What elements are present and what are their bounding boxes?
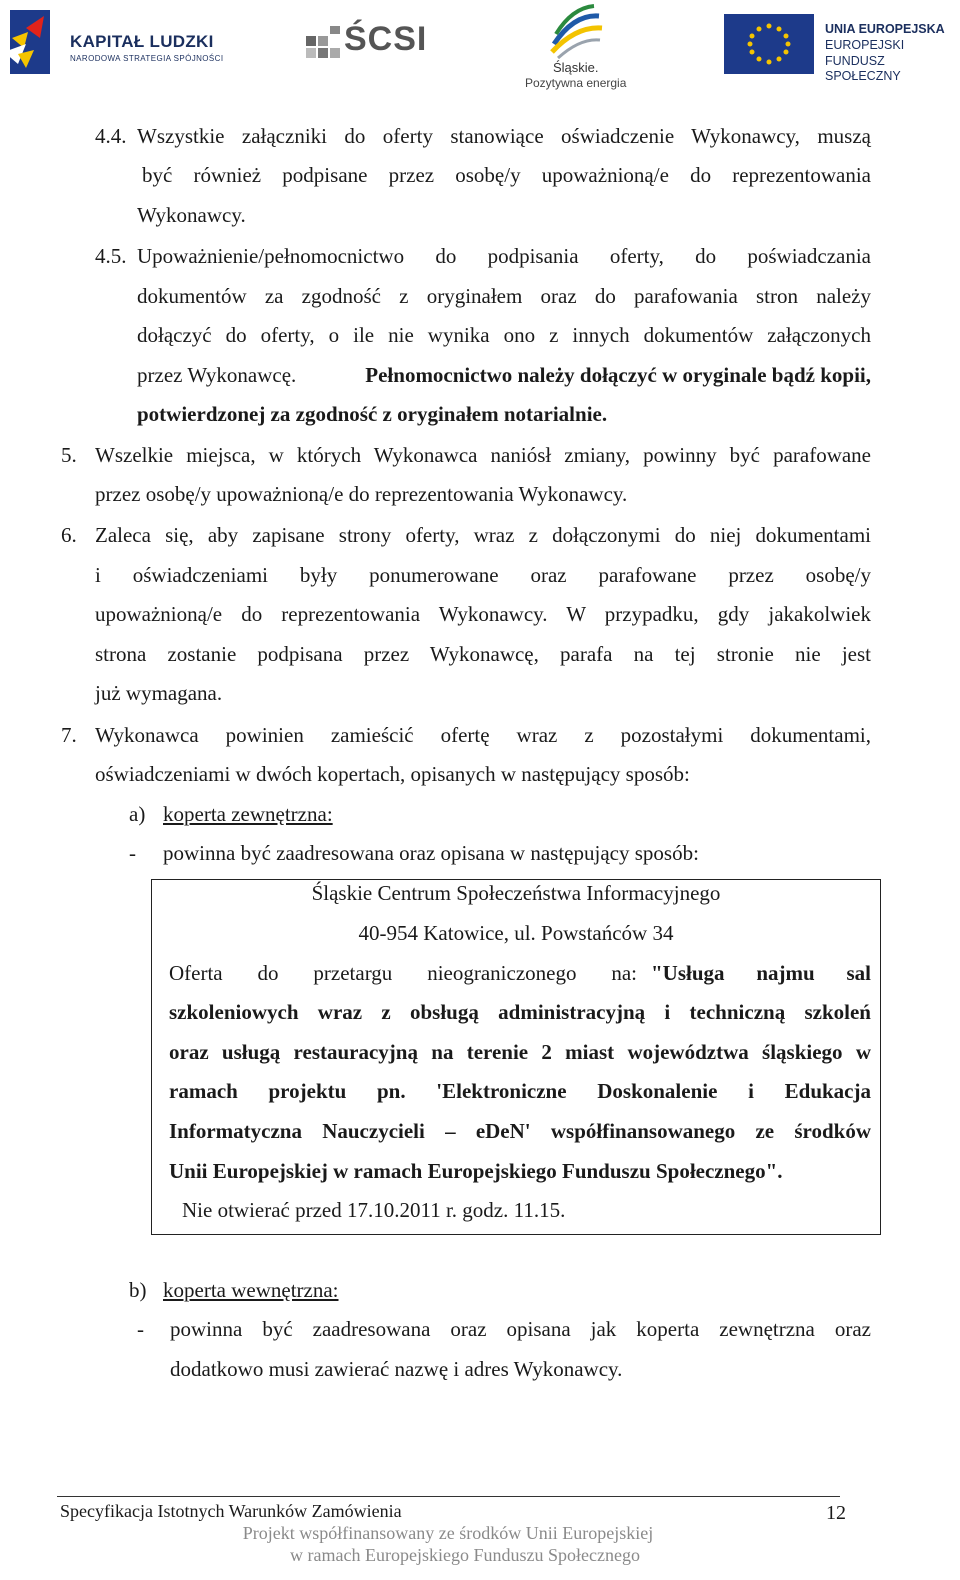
item-6-line-4: strona zostanie podpisana przez Wykonawcę, parafa na tej stronie nie jest [95,642,871,666]
subitem-a-label-text: koperta zewnętrzna: [163,802,333,826]
subitem-b-marker: b) [129,1278,147,1302]
slaskie-logo [520,4,635,90]
subitem-a-text: powinna być zaadresowana oraz opisana w następujący sposób: [163,841,699,865]
scsi-logo [306,22,441,66]
slaskie-tagline: Pozytywna energia [525,76,627,90]
item-7-line-1: Wykonawca powinien zamieścić ofertę wraz z pozostałymi dokumentami, [95,723,871,747]
scsi-grid-icon [306,26,342,60]
item-4-5-line-3: dołączyć do oferty, o ile nie wynika ono z innych dokumentów załączonych [137,323,871,347]
item-5-line-2: przez osobę/y upoważnioną/e do reprezentowania Wykonawcy. [95,482,628,506]
subitem-b-line-1: powinna być zaadresowana oraz opisana jak koperta zewnętrzna oraz [170,1317,871,1341]
item-6-line-2: i oświadczeniami były ponumerowane oraz parafowane przez osobę/y [95,563,871,587]
item-5-number: 5. [61,443,77,467]
item-4-4-line-2: być również podpisane przez osobę/y upoważnioną/e do reprezentowania [142,163,871,187]
subitem-a-marker: a) [129,802,146,826]
kapital-ludzki-emblem-icon [4,8,52,76]
slaskie-name: Śląskie. [553,60,599,75]
item-6-line-1: Zaleca się, aby zapisane strony oferty, wraz z dołączonymi do niej dokumentami [95,523,871,547]
box-line-7 [169,1117,871,1145]
item-4-5-line-4-normal: przez Wykonawcę. [137,363,297,387]
item-4-4-number: 4.4. [95,124,127,148]
item-4-4-line-1: Wszystkie załączniki do oferty stanowiące oświadczenie Wykonawcy, muszą [137,124,871,148]
address-line-1: Śląskie Centrum Społeczeństwa Informacyjnego [311,881,721,905]
footer-doc-title: Specyfikacja Istotnych Warunków Zamówienia [60,1501,402,1521]
item-4-5-line-1: Upoważnienie/pełnomocnictwo do podpisania oferty, do poświadczania [137,244,871,268]
item-6-line-3: upoważnioną/e do reprezentowania Wykonawcy. W przypadku, gdy jakakolwiek [95,602,871,626]
item-4-5-line-5-bold: potwierdzonej za zgodność z oryginałem notarialnie. [137,402,608,426]
box-line-8 [169,1157,783,1185]
item-4-5-line-2: dokumentów za zgodność z oryginałem oraz do parafowania stron należy [137,284,871,308]
subitem-b-line-2: dodatkowo musi zawierać nazwę i adres Wykonawcy. [170,1357,623,1381]
ue-line1: UNIA EUROPEJSKA [825,22,945,36]
box-line-5-text: oraz usługą restauracyjną na terenie 2 miast województwa śląskiego w [169,1040,871,1064]
box-line-6 [169,1077,871,1105]
eu-flag-icon [724,14,814,74]
scsi-logo-text: ŚCSI [344,20,428,58]
box-line-9: Nie otwierać przed 17.10.2011 r. godz. 11.15. [182,1198,566,1222]
item-4-5-line-4-bold: Pełnomocnictwo należy dołączyć w oryginale bądź kopii, [365,363,871,387]
box-line-3-normal: Oferta do przetargu nieograniczonego na: [169,961,637,985]
item-4-4-line-3: Wykonawcy. [137,203,246,227]
subitem-a-label [163,800,333,828]
item-7-number: 7. [61,723,77,747]
box-line-3 [169,959,871,987]
box-line-7-text: Informatyczna Nauczycieli – eDeN' współfinansowanego ze środków [169,1119,871,1143]
item-7-line-2: oświadczeniami w dwóch kopertach, opisanych w następujący sposób: [95,762,690,786]
kapital-ludzki-logo [4,8,249,80]
box-line-4-text: szkoleniowych wraz z obsługą administracyjną i techniczną szkoleń [169,1000,871,1024]
kapital-ludzki-title: KAPITAŁ LUDZKI [70,32,214,51]
address-line-2: 40-954 Katowice, ul. Powstańców 34 [358,921,674,945]
slaskie-swirl-icon [544,4,604,60]
item-4-5-line-5 [137,400,607,428]
ue-line3: FUNDUSZ SPOŁECZNY [825,54,901,83]
kapital-ludzki-subtitle: NARODOWA STRATEGIA SPÓJNOŚCI [70,54,224,63]
subitem-b-dash: - [137,1317,144,1341]
item-4-5-number: 4.5. [95,244,127,268]
subitem-a-dash: - [129,841,136,865]
item-6-number: 6. [61,523,77,547]
subitem-b-label [163,1276,339,1304]
item-4-5-line-4 [137,361,871,389]
box-line-6-text: ramach projektu pn. 'Elektroniczne Doskonalenie i Edukacja [169,1079,871,1103]
page-number: 12 [826,1502,846,1524]
subitem-b-label-text: koperta wewnętrzna: [163,1278,339,1302]
box-line-4 [169,998,871,1026]
box-line-8-text: Unii Europejskiej w ramach Europejskiego Funduszu Społecznego". [169,1159,783,1183]
footer-rule [57,1496,840,1497]
ue-line2: EUROPEJSKI [825,38,905,52]
box-line-3-bold: "Usługa najmu sal [651,961,871,985]
footer-note-1: Projekt współfinansowany ze środków Unii Europejskiej [242,1523,654,1543]
box-line-5 [169,1038,871,1066]
item-5-line-1: Wszelkie miejsca, w których Wykonawca naniósł zmiany, powinny być parafowane [95,443,871,467]
ue-logo [724,14,956,83]
footer-note-2: w ramach Europejskiego Funduszu Społecznego [290,1545,640,1565]
item-6-line-5: już wymagana. [95,681,223,705]
